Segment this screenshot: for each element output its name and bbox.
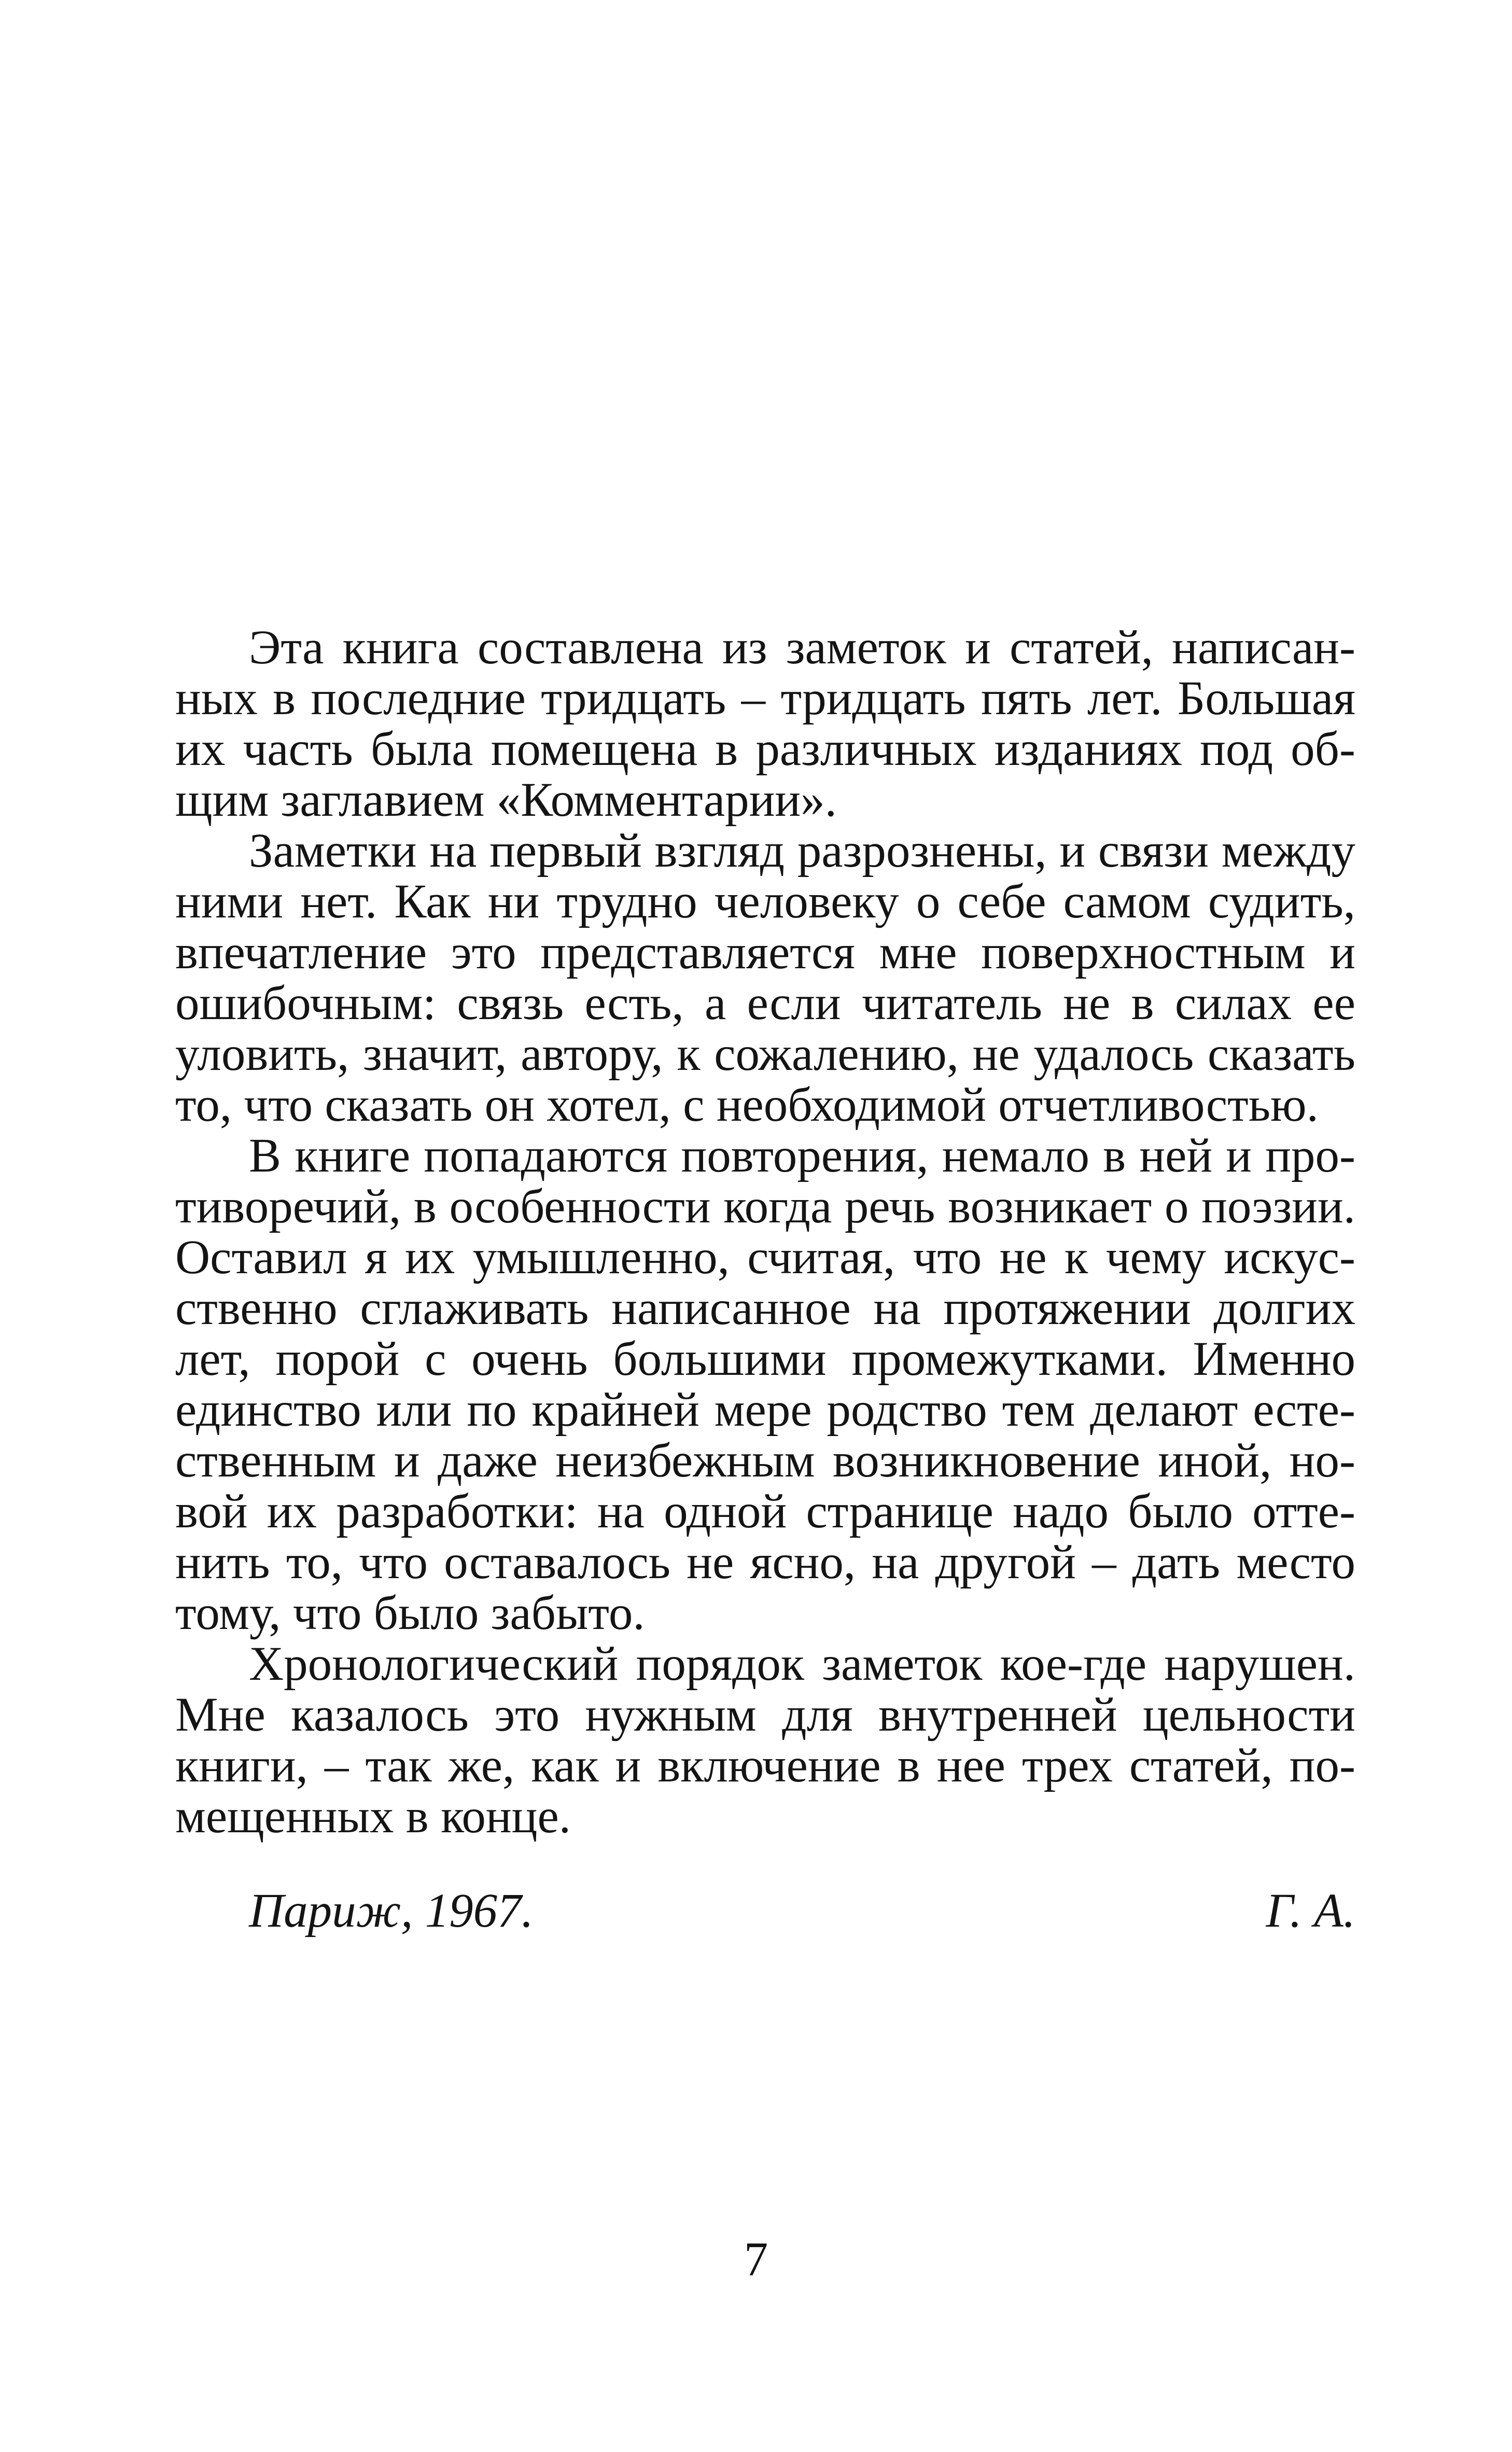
paragraph-2: Заметки на первый взгляд разрознены, и связи между ними нет. Как ни трудно человеку о себе самом судить, впечатление это представляется мне поверхностным и ошибочным: связь есть, а если читатель не в силах ее уловить, значит, автору, к сожалению, не удалось сказать то, что сказать он хотел, с необходимой отчетливостью. [175, 824, 1355, 1132]
author-initials: Г. А. [1266, 1884, 1355, 1938]
preface-text [175, 622, 1355, 1842]
paragraph-3: В книге попадаются повторения, немало в ней и противоречий, в особенности когда речь возникает о поэзии. Оставил я их умышленно, считая, что не к чему искусственно сглаживать написанное на протяжении долгих лет, порой с очень большими промежутками. Именно единство или по крайней мере родство тем делают естественным и даже неизбежным возникновение иной, новой их разработки: на одной странице надо было оттенить то, что оставалось не ясно, на другой – дать место тому, что было забыто. [175, 1129, 1355, 1640]
paragraph-4: Хронологический порядок заметок кое-где нарушен. Мне казалось это нужным для внутренней цельности книги, – так же, как и включение в нее трех статей, помещенных в конце. [175, 1637, 1355, 1843]
paragraph-1: Эта книга составлена из заметок и статей, написанных в последние тридцать – тридцать пять лет. Большая их часть была помещена в различных изданиях под общим заглавием «Комментарии». [175, 621, 1355, 827]
signature-line [249, 1886, 1355, 1943]
page-number: 7 [744, 2233, 768, 2286]
place-and-date: Париж, 1967. [249, 1884, 534, 1938]
